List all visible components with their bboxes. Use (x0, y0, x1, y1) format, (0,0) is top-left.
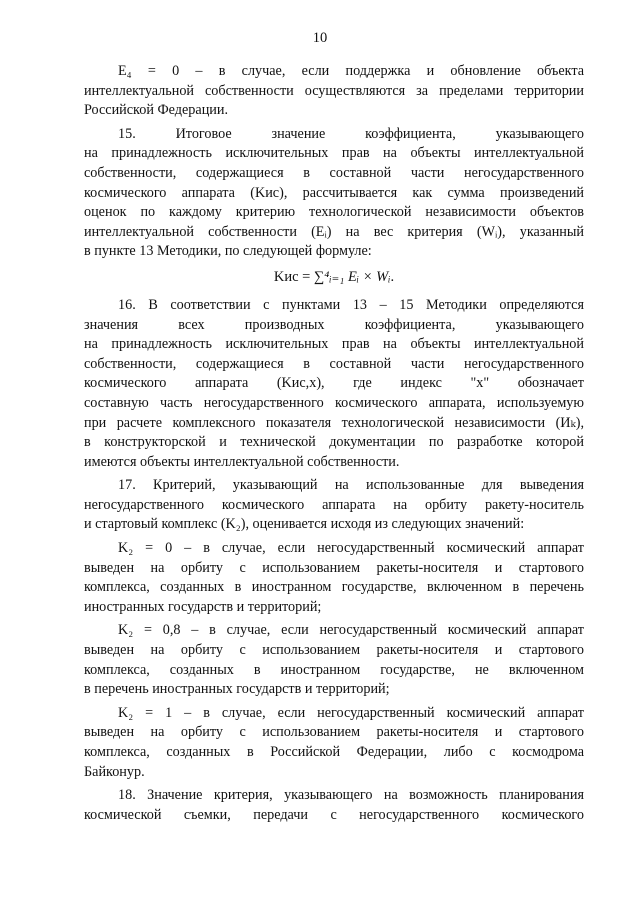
text-line: комплекса, созданных в Российской Федерации, либо с космодрома (84, 744, 584, 760)
formula-lhs: Kис = (273, 268, 311, 285)
text-line: интеллектуальной собственности осуществляются за пределами территории (84, 82, 584, 99)
paragraph-e4 (84, 62, 584, 121)
text-line: при расчете комплексного показателя технологической независимости (Иₖ), (84, 414, 584, 431)
formula-sum: ∑⁴ᵢ₌₁ (313, 268, 345, 285)
text-line: E₄ = 0 – в случае, если поддержка и обновление объекта (118, 63, 584, 79)
text-line: в конструкторской и технической документации по разработке которой (84, 434, 584, 451)
text-line: и стартовый комплекс (K₂), оценивается исходя из следующих значений: (84, 516, 525, 533)
formula-term: Eᵢ × Wᵢ (347, 268, 391, 285)
text-line: K₂ = 1 – в случае, если негосударственный космический аппарат (118, 704, 584, 721)
text-line: собственности, содержащиеся в составной части негосударственного (84, 355, 584, 372)
text-line: выведен на орбиту с использованием ракеты-носителя и стартового (84, 559, 584, 576)
text-line: Российской Федерации. (84, 102, 229, 119)
text-line: комплекса, созданных в иностранном государстве, включенном в перечень (84, 579, 584, 596)
text-line: K₂ = 0 – в случае, если негосударственный космический аппарат (118, 540, 584, 557)
paragraph-k2-08 (84, 621, 584, 699)
text-line: негосударственного космического аппарата на орбиту ракету-носитель (84, 496, 584, 513)
formula (84, 265, 584, 289)
text-line: составную часть негосударственного космического аппарата, используемую (84, 394, 584, 411)
text-line: комплекса, созданных в иностранном государстве, не включенном (84, 661, 584, 678)
text-line: на принадлежность исключительных прав на объекты интеллектуальной (84, 336, 584, 353)
text-line: 15. Итоговое значение коэффициента, указывающего (118, 125, 584, 142)
formula-end: . (390, 268, 395, 285)
paragraph-18 (84, 786, 584, 825)
text-line: выведен на орбиту с использованием ракеты-носителя и стартового (84, 642, 584, 659)
text-line: в перечень иностранных государств и территорий; (84, 681, 390, 698)
text-line: K₂ = 0,8 – в случае, если негосударственный космический аппарат (118, 622, 584, 639)
paragraph-17 (84, 476, 584, 535)
text-line: выведен на орбиту с использованием ракеты-носителя и стартового (84, 724, 584, 741)
page-number: 10 (312, 30, 328, 46)
text-line: значения всех производных коэффициента, указывающего (84, 316, 584, 333)
text-line: в пункте 13 Методики, по следующей формуле: (84, 243, 372, 260)
paragraph-16 (84, 296, 584, 472)
paragraph-k2-1 (84, 704, 584, 782)
text-line: 18. Значение критерия, указывающего на возможность планирования (118, 787, 584, 804)
paragraph-15 (84, 125, 584, 262)
text-line: оценок по каждому критерию технологической независимости объектов (84, 204, 584, 221)
text-line: Байконур. (84, 763, 145, 780)
text-line: 17. Критерий, указывающий на использованные для выведения (118, 477, 584, 494)
text-line: имеются объекты интеллектуальной собственности. (84, 453, 400, 470)
text-line: интеллектуальной собственности (Eᵢ) на вес критерия (Wᵢ), указанный (84, 223, 584, 240)
text-line: собственности, содержащиеся в составной части негосударственного (84, 164, 584, 181)
text-line: иностранных государств и территорий; (84, 598, 322, 615)
document-body (84, 62, 584, 825)
text-line: на принадлежность исключительных прав на объекты интеллектуальной (84, 145, 584, 162)
text-line: космической съемки, передачи с негосударственного космического (84, 806, 584, 823)
text-line: космического аппарата (Kис,x), где индекс "x" обозначает (84, 375, 584, 392)
text-line: 16. В соответствии с пунктами 13 – 15 Методики определяются (118, 296, 584, 313)
text-line: космического аппарата (Kис), рассчитывается как сумма произведений (84, 184, 584, 201)
paragraph-k2-0 (84, 539, 584, 617)
